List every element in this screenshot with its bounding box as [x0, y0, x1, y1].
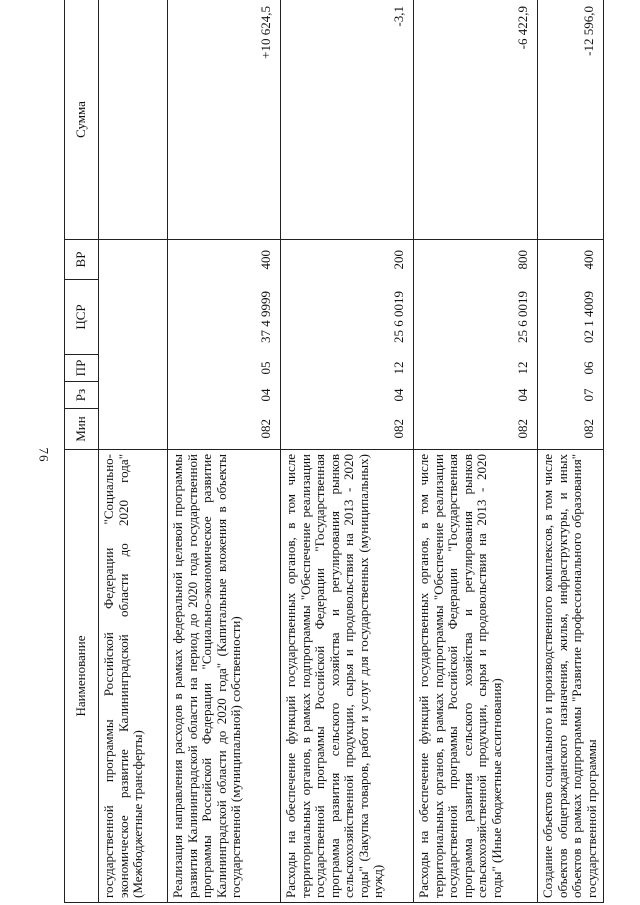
- row-rz: 07: [538, 382, 604, 409]
- row-sum: [99, 0, 168, 240]
- row-min: 082: [414, 409, 538, 450]
- col-header-rz: Рз: [65, 382, 99, 409]
- row-name: Создание объектов социального и производственного комплексов, в том числе объектов общегражданского назначения, жилья, инфраструктуры, и иных объектов в рамках подпрограммы "Развитие профессионального образования" государственной программы: [538, 450, 604, 903]
- row-rz: [99, 382, 168, 409]
- table-row: [168, 0, 281, 903]
- col-header-pr: ПР: [65, 355, 99, 382]
- col-header-min: Мин: [65, 409, 99, 450]
- row-name: Реализация направления расходов в рамках федеральной целевой программы развития Калининградской области на период до 2020 года государственной программы Российской Федерации "Социально-экономическое развитие Калининградской области до 2020 года" (Капитальные вложения в объекты государственной (муниципальной) собственности): [168, 450, 281, 903]
- table-row: [99, 0, 168, 903]
- row-vr: [99, 240, 168, 280]
- row-sum: -12 596,0: [538, 0, 604, 240]
- row-name: Расходы на обеспечение функций государственных органов, в том числе территориальных органов, в рамках подпрограммы "Обеспечение реализации государственной программы Российской Федерации "Государственная программа развития сельского хозяйства и регулирования рынков сельскохозяйственной продукции, сырья и продовольствия на 2013 - 2020 годы" (Иные бюджетные ассигнования): [414, 450, 538, 903]
- row-rz: 04: [168, 382, 281, 409]
- row-name: государственной программы Российской Федерации "Социально-экономическое развитие Калининградской области до 2020 года" (Межбюджетные трансферты): [99, 450, 168, 903]
- row-pr: 12: [414, 355, 538, 382]
- table-row: [281, 0, 414, 903]
- row-rz: 04: [281, 382, 414, 409]
- row-sum: +10 624,5: [168, 0, 281, 240]
- budget-table: [64, 0, 604, 903]
- row-pr: 06: [538, 355, 604, 382]
- row-sum: -6 422,9: [414, 0, 538, 240]
- table-header-row: [65, 0, 99, 903]
- row-name: Расходы на обеспечение функций государственных органов, в том числе территориальных органов, в рамках подпрограммы "Обеспечение реализации государственной программы Российской Федерации "Государственная программа развития сельского хозяйства и регулирования рынков сельскохозяйственной продукции, сырья и продовольствия на 2013 - 2020 годы" (Закупка товаров, работ и услуг для государственных (муниципальных) нужд): [281, 450, 414, 903]
- budget-table-container: [64, 0, 602, 903]
- row-csr: 25 6 0019: [414, 280, 538, 355]
- row-pr: [99, 355, 168, 382]
- row-min: 082: [538, 409, 604, 450]
- row-min: [99, 409, 168, 450]
- row-vr: 400: [538, 240, 604, 280]
- row-vr: 200: [281, 240, 414, 280]
- row-sum: -3,1: [281, 0, 414, 240]
- col-header-name: Наименование: [65, 450, 99, 903]
- col-header-csr: ЦСР: [65, 280, 99, 355]
- row-pr: 12: [281, 355, 414, 382]
- row-vr: 400: [168, 240, 281, 280]
- row-min: 082: [168, 409, 281, 450]
- col-header-sum: Сумма: [65, 0, 99, 240]
- row-csr: 37 4 9999: [168, 280, 281, 355]
- row-csr: 02 1 4009: [538, 280, 604, 355]
- row-pr: 05: [168, 355, 281, 382]
- row-min: 082: [281, 409, 414, 450]
- row-csr: 25 6 0019: [281, 280, 414, 355]
- row-vr: 800: [414, 240, 538, 280]
- table-row: [414, 0, 538, 903]
- row-csr: [99, 280, 168, 355]
- col-header-vr: ВР: [65, 240, 99, 280]
- row-rz: 04: [414, 382, 538, 409]
- table-row: [538, 0, 604, 903]
- page-number: 76: [36, 447, 52, 463]
